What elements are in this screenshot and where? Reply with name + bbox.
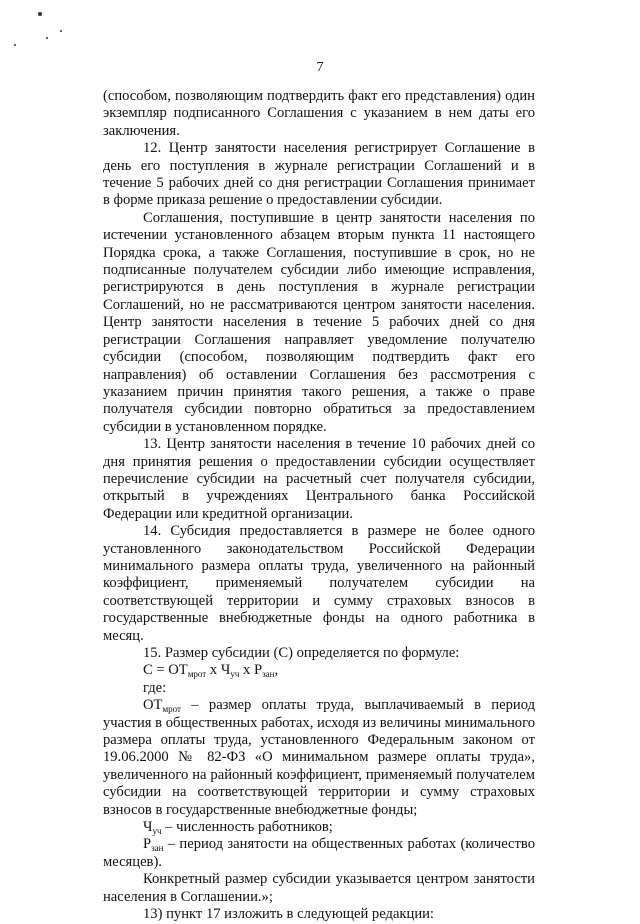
- formula-subscript: уч: [230, 669, 240, 680]
- formula-part: С = ОТ: [143, 662, 188, 679]
- definition-text: – численность работников;: [161, 819, 333, 836]
- paragraph: 13) пункт 17 изложить в следующей редакции:: [143, 906, 434, 923]
- scan-speck: [38, 12, 42, 16]
- formula-subscript: мрот: [187, 669, 207, 680]
- scan-speck: [14, 44, 16, 46]
- definition-symbol: Ч: [143, 819, 153, 836]
- definition-text: – период занятости на общественных работах (количество месяцев).: [103, 836, 535, 870]
- definition-symbol: Р: [143, 836, 152, 853]
- where-label: где:: [143, 679, 167, 696]
- scan-speck: [60, 30, 62, 32]
- definition: [103, 836, 535, 871]
- definition-symbol: ОТ: [143, 697, 163, 714]
- paragraph: 13. Центр занятости населения в течение 10 рабочих дней со дня принятия решения о предоставлении субсидии осуществляет перечисление субсидии на расчетный счет получателя субсидии, открытый в учреждениях Центрального банка Российской Федерации или кредитной организации.: [103, 436, 535, 522]
- paragraph: (способом, позволяющим подтвердить факт его представления) один экземпляр подписанного Соглашения с указанием в нем даты его заключения.: [103, 88, 535, 139]
- paragraph: 12. Центр занятости населения регистрирует Соглашение в день его поступления в журнале регистрации Соглашений и в течение 5 рабочих дней со дня регистрации Соглашения принимает в форме приказа решение о предоставлении субсидии.: [103, 140, 535, 209]
- formula-part: х Р: [239, 662, 263, 679]
- definition-text: – размер оплаты труда, выплачиваемый в период участия в общественных работах, исходя из величины минимального размера оплаты труда, установленного Федеральным законом от 19.06.2000 № 82-ФЗ «О минимальном размере оплаты труда», увеличенного на районный коэффициент, применяемый получателем субсидии на соответствующей территории и сумму страховых взносов в государственные внебюджетные фонды;: [103, 697, 535, 818]
- paragraph: 15. Размер субсидии (С) определяется по формуле:: [143, 645, 460, 661]
- page-number: 7: [316, 60, 324, 75]
- definition-subscript: мрот: [162, 704, 181, 715]
- definition: [103, 819, 535, 836]
- formula-part: ,: [274, 662, 279, 679]
- paragraph: Конкретный размер субсидии указывается центром занятости населения в Соглашении.»;: [103, 871, 535, 905]
- scan-speck: [46, 37, 48, 39]
- paragraph: Соглашения, поступившие в центр занятости населения по истечении установленного абзацем вторым пункта 11 настоящего Порядка срока, а также Соглашения, поступившие в срок, но не подписанные получателем субсидии либо имеющие исправления, регистрируются в день поступления в журнале регистрации Соглашений, но не рассматриваются центром занятости населения. Центр занятости населения в течение 5 рабочих дней со дня регистрации Соглашения направляет уведомление получателю субсидии (способом, позволяющим подтвердить факт его направления) об оставлении Соглашения без рассмотрения с указанием причин принятия такого решения, а также о праве получателя субсидии повторно обратиться за предоставлением субсидии в установленном порядке.: [103, 209, 535, 435]
- formula-subscript: зан: [262, 669, 275, 680]
- definition: [103, 697, 535, 819]
- definition-subscript: уч: [152, 826, 162, 837]
- definition-subscript: зан: [151, 843, 164, 854]
- formula-part: х Ч: [206, 662, 231, 679]
- document-body: [103, 88, 535, 924]
- formula: [103, 662, 535, 679]
- paragraph: 14. Субсидия предоставляется в размере не более одного установленного законодательством Российской Федерации минимального размера оплаты труда, увеличенного на районный коэффициент, применяемый получателем субсидии на соответствующей территории и сумму страховых взносов в государственные внебюджетные фонды на одного работника в месяц.: [103, 523, 535, 644]
